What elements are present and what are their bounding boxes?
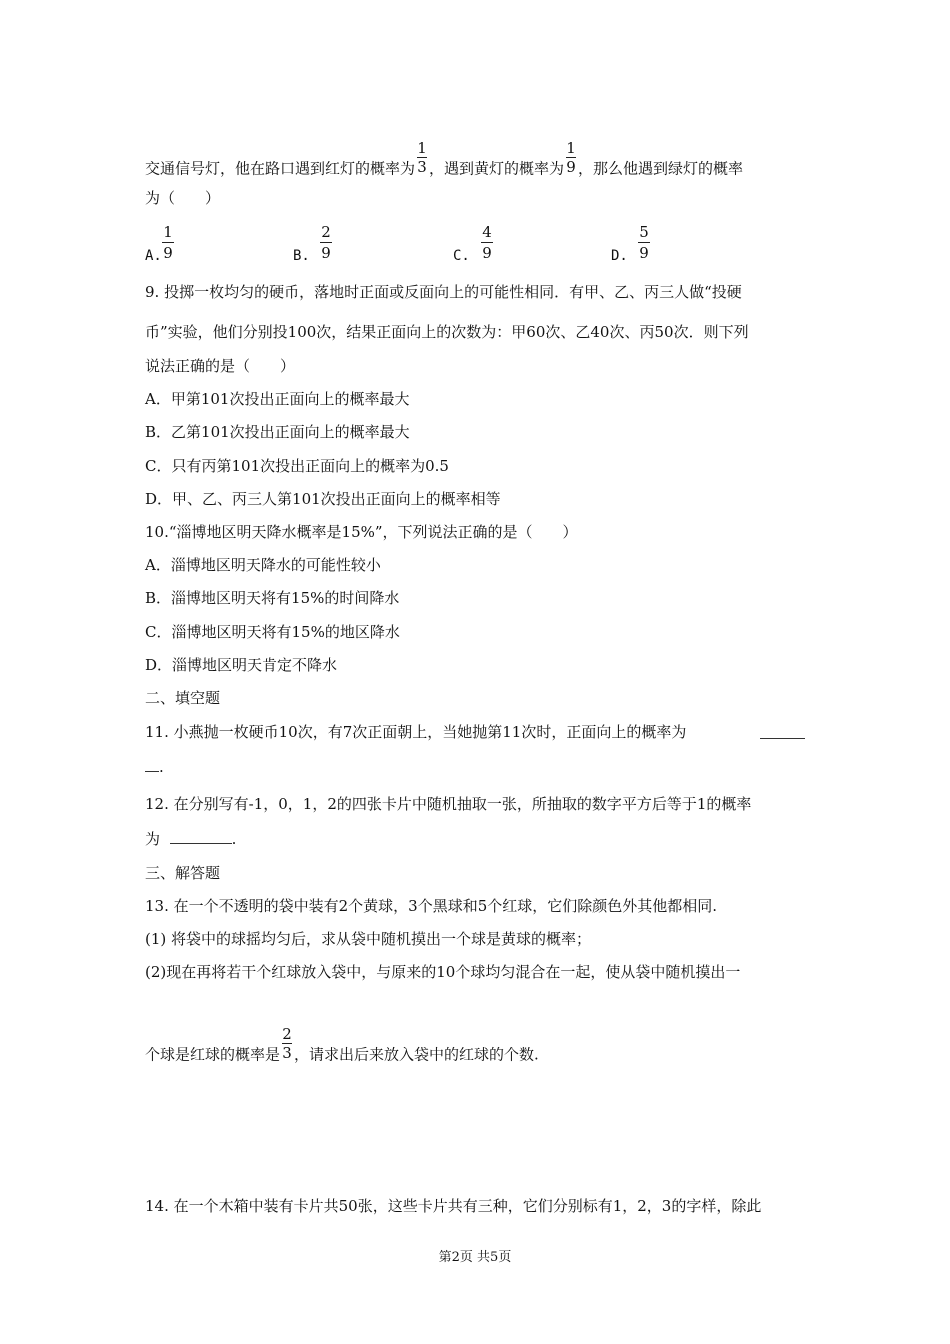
- q8-line1: [145, 139, 744, 187]
- q10-option-c[interactable]: C．淄博地区明天将有15%的地区降水: [145, 623, 400, 641]
- q9-option-a[interactable]: A．甲第101次投出正面向上的概率最大: [145, 390, 410, 408]
- section-heading-fill-in: 二、填空题: [145, 689, 221, 707]
- q9-line3: 说法正确的是（ ）: [145, 357, 296, 375]
- q10-option-a[interactable]: A．淄博地区明天降水的可能性较小: [145, 556, 381, 574]
- q11-line1: 11. 小燕抛一枚硬币10次，有7次正面朝上，当她抛第11次时，正面向上的概率为: [145, 723, 687, 741]
- q8-options: A. 1 9 B. 2 9 C. 4 9 D. 5 9: [145, 223, 649, 264]
- q8-fraction-red: $\frac{1}{3}$: [417, 139, 427, 176]
- page-footer: 第2页 共5页: [438, 1250, 512, 1265]
- q8-text-part2: ，遇到黄灯的概率为: [429, 159, 565, 178]
- q14-line1: 14. 在一个木箱中装有卡片共50张，这些卡片共有三种，它们分别标有1，2，3的字样，除此: [145, 1197, 762, 1215]
- q9-option-c[interactable]: C．只有丙第101次投出正面向上的概率为0.5: [145, 457, 449, 475]
- q10-option-d[interactable]: D．淄博地区明天肯定不降水: [145, 656, 338, 674]
- q13-fraction: $\frac{2}{3}$: [282, 1025, 292, 1062]
- q8-text-part3: ，那么他遇到绿灯的概率: [578, 159, 744, 178]
- q13-line4: 个球是红球的概率是 $\frac{2}{3}$ ，请求出后来放入袋中的红球的个数.: [145, 1025, 539, 1064]
- q12-line1: 12. 在分别写有-1，0，1，2的四张卡片中随机抽取一张，所抽取的数字平方后等于1的概率: [145, 795, 752, 813]
- q11-answer-blank-1[interactable]: [760, 724, 805, 739]
- q10-option-b[interactable]: B．淄博地区明天将有15%的时间降水: [145, 589, 400, 607]
- q12-line2: 为 .: [145, 830, 237, 848]
- q9-option-b[interactable]: B．乙第101次投出正面向上的概率最大: [145, 423, 410, 441]
- q13-line1: 13. 在一个不透明的袋中装有2个黄球，3个黑球和5个红球，它们除颜色外其他都相同.: [145, 897, 718, 915]
- q8-text-part1: 交通信号灯，他在路口遇到红灯的概率为: [145, 159, 416, 178]
- q9-option-d[interactable]: D．甲、乙、丙三人第101次投出正面向上的概率相等: [145, 490, 501, 508]
- q11-line2: .: [145, 757, 164, 777]
- q13-subquestion-1: (1) 将袋中的球摇均匀后，求从袋中随机摸出一个球是黄球的概率；: [145, 930, 592, 948]
- q13-subquestion-2: (2)现在再将若干个红球放入袋中，与原来的10个球均匀混合在一起，使从袋中随机摸出一: [145, 963, 741, 981]
- q9-line2: 币”实验，他们分别投100次，结果正面向上的次数为：甲60次、乙40次、丙50次．则下列: [145, 323, 749, 341]
- q9-line1: 9. 投掷一枚均匀的硬币，落地时正面或反面向上的可能性相同．有甲、乙、丙三人做“投硬: [145, 283, 742, 301]
- q11-answer-blank-2[interactable]: [145, 757, 159, 772]
- q8-line2: 为（ ）: [145, 189, 221, 207]
- q12-answer-blank[interactable]: [170, 829, 232, 844]
- q10-line1: 10.“淄博地区明天降水概率是15%”，下列说法正确的是（ ）: [145, 523, 578, 541]
- section-heading-solve: 三、解答题: [145, 864, 221, 882]
- q8-fraction-yellow: $\frac{1}{9}$: [566, 139, 576, 176]
